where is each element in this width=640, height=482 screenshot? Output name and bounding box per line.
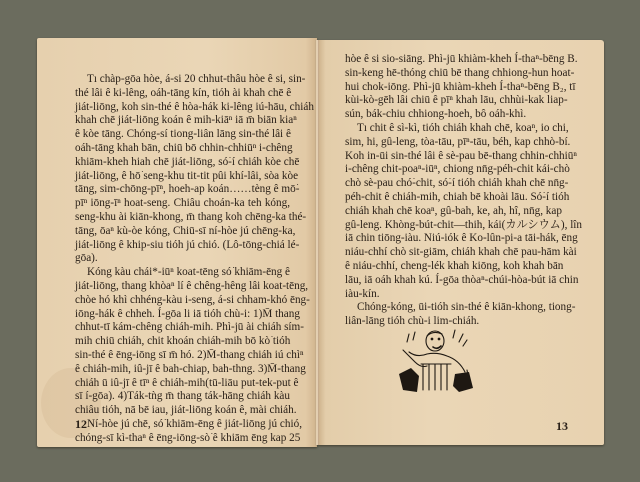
- text-line: Ní-hòe jú chē, só͘ khiām-ēng ê jiát-liōng jú chió,: [87, 417, 302, 430]
- text-line: chóng-sī kì-thaⁿ ê ēng-iōng-sò͘ ê khiām ēng kap 25: [75, 431, 301, 444]
- text-line: Kóng kàu chái*-iūⁿ koat-tēng só͘ khiām-ēng ê: [87, 266, 290, 279]
- text-line: iàu-kín.: [345, 287, 380, 300]
- text-line: gōa).: [75, 252, 98, 265]
- text-line: tāng, sim-chōng-pīⁿ, hoeh-ap koán……tèng ê mō͘-: [75, 183, 300, 196]
- text-line: kùi-kò-gēh lâi chiū ê pīⁿ khah lāu, chhùi-kak liap-: [345, 94, 568, 107]
- text-line: sī í-gōa). 4)Ták-tǹg m̄ thang ták-hāng chiáh kàu: [75, 390, 290, 403]
- text-line: khiām-kheh hiah chē jiát-liōng, só͘-í chiáh kòe chē: [75, 155, 300, 168]
- text-line: jiát-liōng ê khip-siu tióh jú chió. (Lô-tōng-chiá lé-: [75, 238, 300, 251]
- text-line: chiâu tióh, nā bē iau, jiát-liōng koán ê, mài chiáh.: [75, 404, 297, 417]
- open-book: [37, 38, 604, 447]
- text-line: thé lâi ê ki-lêng, oáh-tāng kín, tióh ài khah chē ê: [75, 86, 292, 99]
- text-line: sún, bák-chiu chhiong-hoeh, bô oáh-khì.: [345, 108, 527, 121]
- man-playing-accordion-illustration: [397, 328, 479, 394]
- text-line: niáu-chhí chò sit-giām, chiáh khah chē pau-hām kài: [345, 246, 577, 259]
- text-line: jiát-liōng, thang khòaⁿ lí ê chêng-hêng lâi koat-tēng,: [75, 279, 309, 292]
- book-spine-gutter: [315, 40, 319, 445]
- text-line: ê chiáh-mih, iû-jī ê bah-chiap, bah-thng. 3)M̄-thang: [75, 362, 306, 375]
- text-line: gû-leng. Khòng-bút-chit—thih, kái(カルシウム), lîn: [345, 218, 582, 231]
- left-page-text: [75, 73, 314, 446]
- text-line: chò sè-pau chó͘-chit, só͘-í tióh chiáh khah chē nn̄g-: [345, 177, 569, 190]
- text-line: ê niáu-chhí, cheng-lék khah kiōng, koh khah bān: [345, 259, 564, 272]
- text-line: jiát-liōng, ê hō͘ seng-khu tit-tit pûi khí-lâi, sòa kòe: [75, 169, 299, 182]
- text-line: iōng-hák ê chheh. Í-gōa li iā tióh chù-i: 1)M̄ thang: [75, 307, 300, 320]
- text-line: jiát-liōng, koh sin-thé ê hòa-hák ki-lêng iú-hāu, chiáh: [75, 100, 314, 113]
- text-line: Koh in-ūi sin-thé lâi ê sè-pau bē-thang chhin-chhiūⁿ: [345, 149, 577, 162]
- right-page: [317, 40, 604, 445]
- text-line: sim, hi, gû-leng, tòa-tāu, pīⁿ-tāu, béh, kap chhò-bí.: [345, 135, 571, 148]
- text-line: hui chok-iōng. Phì-jū khiàm-kheh Í-thaⁿ-bēng B₂, tī: [345, 80, 576, 93]
- text-line: tāng, ōaⁿ kù-òe kóng, Chiū-sī ní-hòe jú chēng-ka,: [75, 224, 296, 237]
- text-line: chiáh ū iû-jī ê tīⁿ ê chiáh-mih(tū-liāu put-tek-put ê: [75, 376, 299, 389]
- right-page-text: [345, 53, 582, 329]
- text-line: mih chiū chiáh, chit khoán chiáh-mih bō kò͘ tióh: [75, 335, 291, 348]
- text-line: liân-lāng tióh chù-i lim-chiáh.: [345, 315, 480, 328]
- text-line: i-chêng chit-poaⁿ-iūⁿ, chiong nn̄g-péh-chit kái-chò: [345, 163, 570, 176]
- text-line: khah chē jiát-liōng koán ê mih-kiāⁿ iā m̄ biān kiaⁿ: [75, 114, 297, 127]
- text-line: chòe hó khì chhéng-kàu i-seng, á-si chham-khó ēng-: [75, 293, 310, 306]
- text-line: sin-thé ê ēng-iōng sī m̄ hó. 2)M̄-thang chiáh iú chìⁿ: [75, 348, 304, 361]
- text-line: hòe ê si sio-siāng. Phì-jū khiàm-kheh Í-thaⁿ-bēng B.: [345, 53, 578, 65]
- text-line: sin-keng hē-thóng chiū bē thang chhiong-hun hoat-: [345, 66, 575, 79]
- text-line: pīⁿ iōng-īⁿ hoat-seng. Chiâu choán-ka teh kóng,: [75, 197, 290, 210]
- text-line: oáh-tāng khah bān, chiū bō chhin-chhiūⁿ i-chêng: [75, 141, 293, 154]
- text-line: chiáh khah chē koaⁿ, gû-bah, ke, ah, hî, nn̄g, kap: [345, 204, 562, 217]
- text-line: chhut-tī kám-chêng chiáh-mih. Phì-jū ài chiáh sím-: [75, 321, 304, 334]
- text-line: seng-khu ài kiān-khong, m̄ thang koh chēng-ka thé-: [75, 210, 307, 223]
- page-number: 12: [75, 417, 87, 431]
- text-line: Tı chàp-gōa hòe, á-si 20 chhut-thâu hòe ê si, sin-: [87, 73, 306, 85]
- left-page: [37, 38, 317, 447]
- page-number: 13: [556, 419, 568, 433]
- text-line: ê kòe tāng. Chóng-sí tiong-liân lāng sin-thé lâi ê: [75, 128, 291, 141]
- text-line: Tı chit ê sì-kì, tióh chiáh khah chē, koaⁿ, io chi,: [357, 121, 569, 134]
- text-line: péh-chit ê chiáh-mih, chiah bē khoài lāu. Só͘-í tióh: [345, 190, 570, 203]
- text-line: Chóng-kóng, ūi-tióh sin-thé ê kiān-khong, tiong-: [357, 301, 576, 314]
- text-line: iā chin tiōng-iàu. Niú-iók ê Ko-lûn-pi-a tāi-hák, ēng: [345, 232, 578, 245]
- text-line: lāu, iā oáh khah kú. Í-gōa thòaⁿ-chúi-hòa-bút iā chin: [345, 273, 579, 286]
